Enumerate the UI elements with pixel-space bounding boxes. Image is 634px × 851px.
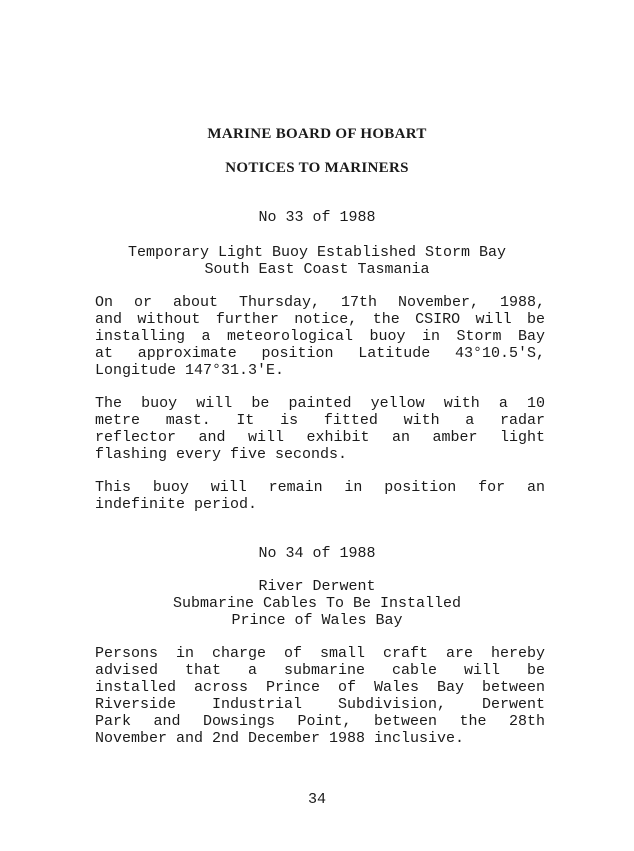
notice-34-heading-line-3: Prince of Wales Bay <box>231 612 403 629</box>
text-line: November and 2nd December 1988 inclusive. <box>95 730 465 747</box>
text-line: indefinite period. <box>95 496 258 513</box>
notice-33-heading-line-1: Temporary Light Buoy Established Storm Bay <box>127 244 507 261</box>
text-line: metre mast. It is fitted with a radar <box>95 412 545 429</box>
text-line: flashing every five seconds. <box>95 446 348 463</box>
notice-34-heading-line-1: River Derwent <box>258 578 376 595</box>
page-number: 34 <box>307 791 326 808</box>
text-line: Persons in charge of small craft are hereby <box>95 645 545 662</box>
text-line: installing a meteorological buoy in Storm Bay <box>95 328 545 345</box>
text-line: and without further notice, the CSIRO will be <box>95 311 545 328</box>
text-line: advised that a submarine cable will be <box>95 662 545 679</box>
text-line: installed across Prince of Wales Bay between <box>95 679 545 696</box>
notice-33-number: No 33 of 1988 <box>258 209 376 226</box>
notice-34-paragraph-1 <box>95 645 545 747</box>
text-line: On or about Thursday, 17th November, 1988, <box>95 294 545 311</box>
text-line: This buoy will remain in position for an <box>95 479 545 496</box>
text-line: at approximate position Latitude 43°10.5'S, <box>95 345 545 362</box>
organization-title: MARINE BOARD OF HOBART <box>207 126 427 142</box>
notice-33-paragraph-1 <box>95 294 545 379</box>
text-line: reflector and will exhibit an amber light <box>95 429 545 446</box>
notice-34-number: No 34 of 1988 <box>258 545 376 562</box>
notice-34-heading-line-2: Submarine Cables To Be Installed <box>172 595 462 612</box>
text-line: The buoy will be painted yellow with a 10 <box>95 395 545 412</box>
notice-33-paragraph-2 <box>95 395 545 463</box>
notice-33-heading-line-2: South East Coast Tasmania <box>204 261 430 278</box>
text-line: Riverside Industrial Subdivision, Derwent <box>95 696 545 713</box>
text-line: Longitude 147°31.3'E. <box>95 362 285 379</box>
notices-title: NOTICES TO MARINERS <box>225 160 409 176</box>
text-line: Park and Dowsings Point, between the 28th <box>95 713 545 730</box>
notice-33-paragraph-3 <box>95 479 545 513</box>
